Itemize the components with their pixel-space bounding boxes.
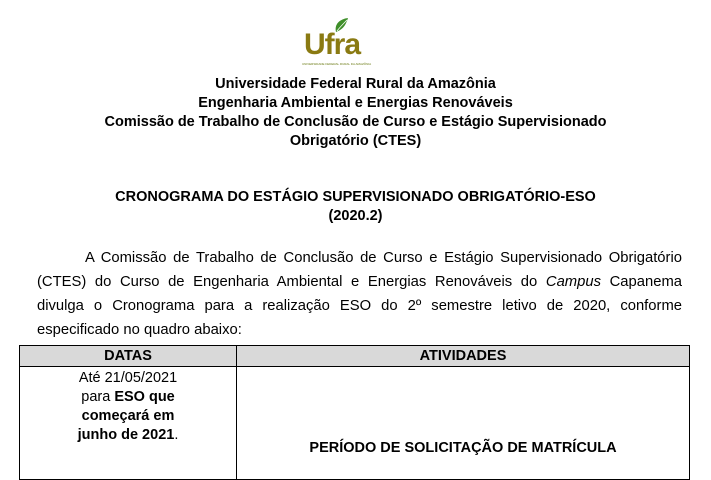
- date-month: junho de 2021: [77, 427, 175, 443]
- date-eso: ESO que: [114, 389, 175, 405]
- intro-paragraph: [37, 246, 682, 342]
- header-atividades: ATIVIDADES: [237, 346, 690, 367]
- title-line-2: (2020.2): [328, 208, 383, 224]
- schedule-table: [19, 345, 690, 480]
- date-starting: começará em: [81, 408, 175, 424]
- paragraph-part-2: Capanema divulga o Cronograma para a realização ESO do 2º semestre letivo de 2020, conforme especificado no quadro abaixo:: [37, 274, 682, 338]
- table-row: [20, 367, 690, 480]
- institution-header: [0, 75, 711, 151]
- table-header-row: [20, 346, 690, 367]
- header-datas: DATAS: [20, 346, 237, 367]
- header-course: Engenharia Ambiental e Energias Renováveis: [198, 95, 513, 111]
- document-title: [0, 188, 711, 226]
- paragraph-part-1: A Comissão de Trabalho de Conclusão de Curso e Estágio Supervisionado Obrigatório (CTES) do Curso de Engenharia Ambiental e Energias Renováveis do: [37, 250, 682, 290]
- date-cell: [20, 367, 237, 480]
- header-commission-abbr: Obrigatório (CTES): [289, 133, 422, 149]
- logo-tagline: UNIVERSIDADE FEDERAL RURAL DA AMAZÔNIA: [302, 62, 372, 66]
- date-line: Até 21/05/2021: [78, 370, 178, 386]
- logo-wordmark: Ufra: [304, 28, 361, 61]
- activity-text: PERÍODO DE SOLICITAÇÃO DE MATRÍCULA: [309, 440, 617, 456]
- header-university: Universidade Federal Rural da Amazônia: [215, 76, 496, 92]
- title-line-1: CRONOGRAMA DO ESTÁGIO SUPERVISIONADO OBRIGATÓRIO-ESO: [115, 189, 596, 205]
- date-para: para: [81, 389, 115, 405]
- header-commission: Comissão de Trabalho de Conclusão de Curso e Estágio Supervisionado: [104, 114, 607, 130]
- date-period: .: [174, 427, 179, 443]
- activity-cell: [237, 367, 690, 480]
- paragraph-campus: Campus: [545, 274, 601, 290]
